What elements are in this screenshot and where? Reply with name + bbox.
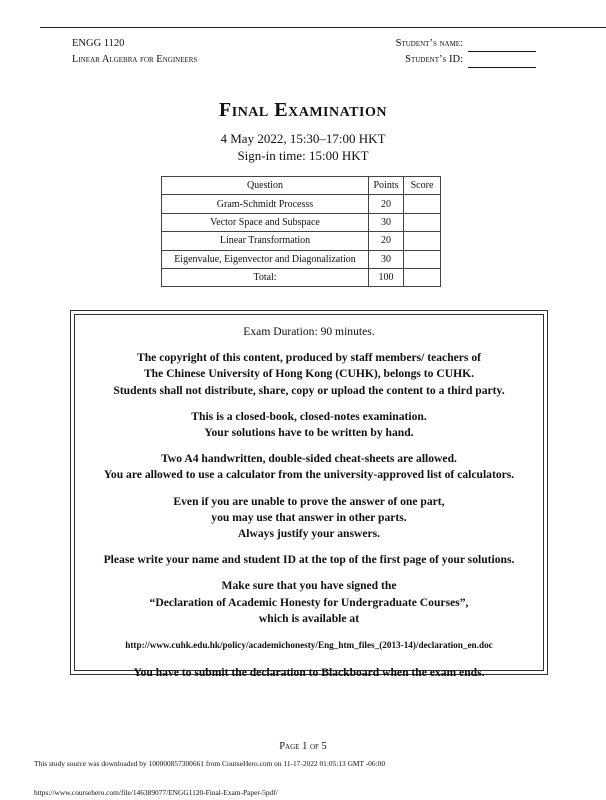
total-points: 100 [369, 268, 404, 286]
copyright-line: The copyright of this content, produced by staff members/ teachers of [136, 351, 482, 365]
header-question: Question [162, 177, 369, 195]
exam-title: Final Examination [219, 99, 387, 121]
question-cell: Eigenvalue, Eigenvector and Diagonalization [162, 250, 369, 268]
student-id-row [396, 52, 536, 68]
closed-book-line: Your solutions have to be written by hand. [204, 426, 414, 440]
name-id-notice: Please write your name and student ID at the top of the first page of your solutions. [103, 553, 515, 567]
score-cell [404, 250, 441, 268]
header-score: Score [404, 177, 441, 195]
points-cell: 20 [369, 232, 404, 250]
exam-date-time: 4 May 2022, 15:30–17:00 HKT [220, 131, 386, 146]
points-table [161, 176, 441, 287]
question-cell: Gram-Schmidt Processs [162, 195, 369, 213]
justify-line: Even if you are unable to prove the answer of one part, [173, 494, 445, 508]
instructions-text [75, 324, 543, 691]
justify-line: Always justify your answers. [237, 527, 381, 541]
study-source-note: This study source was downloaded by 100000857300661 from CourseHero.com on 11-17-2022 01:05:13 GMT -06:00 [34, 759, 386, 768]
total-label: Total: [162, 268, 369, 286]
copyright-notice [75, 350, 543, 399]
points-table-header [162, 177, 441, 195]
student-name-blank [468, 41, 536, 52]
question-cell: Linear Transformation [162, 232, 369, 250]
table-row [162, 232, 441, 250]
exam-duration: Exam Duration: 90 minutes. [243, 325, 375, 338]
justify-notice [75, 494, 543, 543]
points-cell: 20 [369, 195, 404, 213]
score-cell [404, 232, 441, 250]
declaration-line: “Declaration of Academic Honesty for Undergraduate Courses”, [149, 595, 469, 609]
score-cell [404, 213, 441, 231]
declaration-url: http://www.cuhk.edu.hk/policy/academichonesty/Eng_htm_files_(2013-14)/declaration_en.doc [125, 640, 493, 651]
course-code: ENGG 1120 [72, 38, 125, 49]
header-points: Points [369, 177, 404, 195]
table-row [162, 250, 441, 268]
cheat-sheet-line: Two A4 handwritten, double-sided cheat-sheets are allowed. [161, 452, 457, 466]
course-name: Linear Algebra for Engineers [72, 54, 198, 65]
header-rule [40, 27, 606, 28]
student-id-blank [468, 57, 536, 68]
score-cell [404, 195, 441, 213]
declaration-line: Make sure that you have signed the [221, 579, 397, 593]
table-row [162, 213, 441, 231]
table-row [162, 195, 441, 213]
total-score [404, 268, 441, 286]
sign-in-time: Sign-in time: 15:00 HKT [237, 148, 369, 163]
instructions-box-inner [74, 314, 544, 680]
exam-date-block [0, 130, 606, 164]
cheat-sheet-notice [75, 451, 543, 483]
copyright-line: The Chinese University of Hong Kong (CUHK), belongs to CUHK. [143, 367, 475, 381]
cheat-sheet-line: You are allowed to use a calculator from the university-approved list of calculators. [103, 468, 515, 482]
submit-notice: You have to submit the declaration to Blackboard when the exam ends. [133, 666, 485, 680]
declaration-notice [75, 578, 543, 627]
total-row [162, 268, 441, 286]
points-cell: 30 [369, 250, 404, 268]
closed-book-notice [75, 409, 543, 441]
student-id-label: Student’s ID: [405, 54, 463, 65]
copyright-line: Students shall not distribute, share, copy or upload the content to a third party. [113, 383, 505, 397]
closed-book-line: This is a closed-book, closed-notes examination. [191, 409, 427, 423]
student-name-row [396, 36, 536, 52]
student-fields [396, 36, 536, 68]
points-cell: 30 [369, 213, 404, 231]
page-number: Page 1 of 5 [279, 741, 327, 752]
footer-url: https://www.coursehero.com/file/146389077/ENGG1120-Final-Exam-Paper-5pdf/ [34, 788, 278, 797]
justify-line: you may use that answer in other parts. [211, 510, 407, 524]
instructions-box [70, 310, 548, 680]
student-name-label: Student’s name: [395, 38, 463, 49]
declaration-line: which is available at [258, 611, 360, 625]
course-header [72, 36, 197, 68]
question-cell: Vector Space and Subspace [162, 213, 369, 231]
